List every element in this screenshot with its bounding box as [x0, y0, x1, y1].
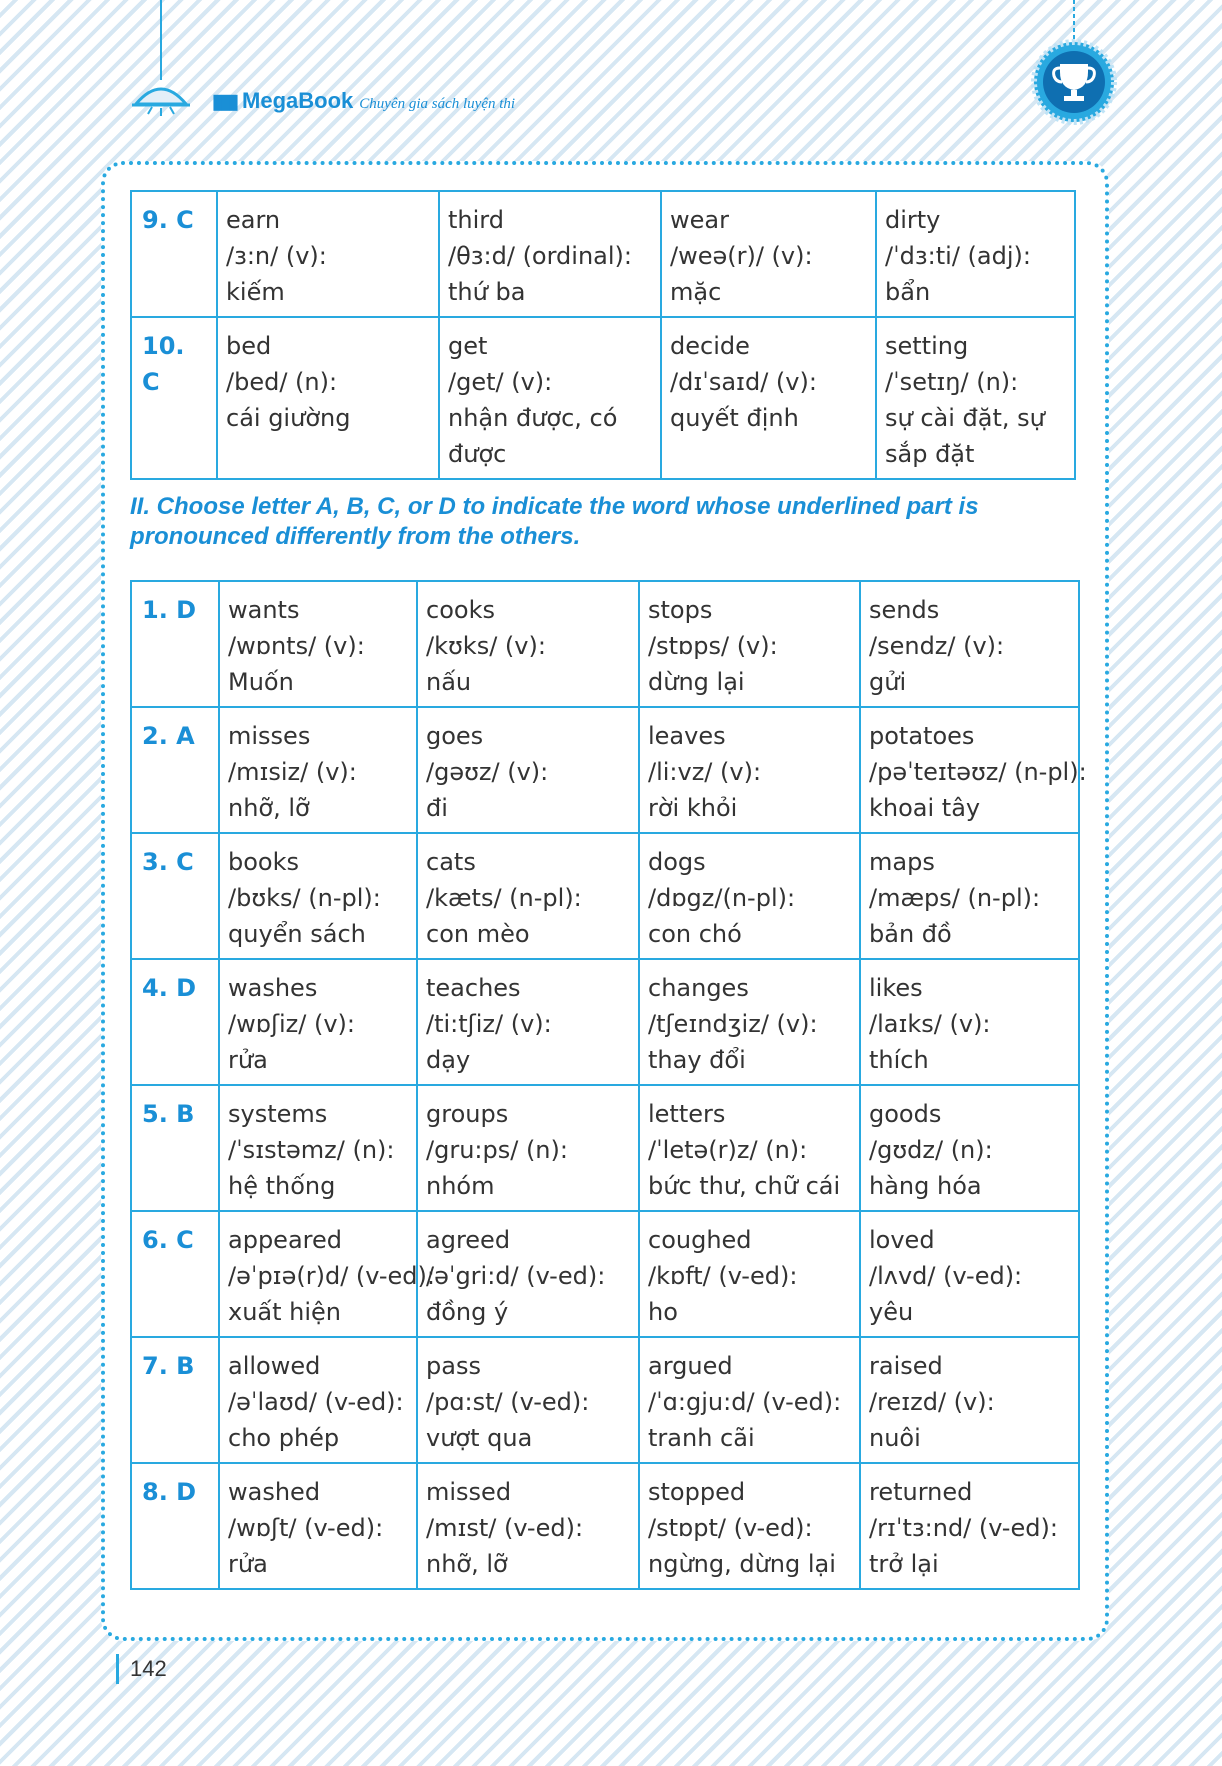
pronunciation: /kɒft/ (v-ed): — [648, 1262, 798, 1290]
meaning: rửa — [228, 1046, 268, 1074]
word-cell — [417, 833, 639, 959]
table-row — [131, 191, 1075, 317]
word-cell — [639, 833, 860, 959]
vocab-word: washes — [228, 974, 318, 1002]
word-cell — [219, 1337, 417, 1463]
word-cell — [860, 833, 1079, 959]
pronunciation: /gru:ps/ (n): — [426, 1136, 568, 1164]
meaning: bản đồ — [869, 920, 952, 948]
word-cell — [639, 707, 860, 833]
vocab-word: maps — [869, 848, 935, 876]
vocab-word: books — [228, 848, 300, 876]
word-cell — [639, 1211, 860, 1337]
meaning: bẩn — [885, 278, 931, 306]
answer-key: 6. C — [131, 1211, 219, 1337]
word-cell — [219, 1211, 435, 1337]
word-cell — [417, 1085, 639, 1211]
pronunciation: /wɒʃiz/ (v): — [228, 1010, 356, 1038]
vocab-word: potatoes — [869, 722, 975, 750]
pronunciation: /ˈletə(r)z/ (n): — [648, 1136, 808, 1164]
pronunciation: /wɒnts/ (v): — [228, 632, 365, 660]
pronunciation: /sendz/ (v): — [869, 632, 1005, 660]
word-cell — [417, 1337, 639, 1463]
pronunciation: /θɜ:d/ (ordinal): — [448, 242, 632, 270]
pronunciation: /tʃeɪndʒiz/ (v): — [648, 1010, 818, 1038]
pronunciation: /rɪˈtɜ:nd/ (v-ed): — [869, 1514, 1058, 1542]
meaning: mặc — [670, 278, 722, 306]
vocab-word: earn — [226, 206, 281, 234]
pronunciation: /lʌvd/ (v-ed): — [869, 1262, 1023, 1290]
word-cell — [219, 959, 417, 1085]
vocab-word: systems — [228, 1100, 328, 1128]
word-cell — [639, 959, 860, 1085]
meaning: nhỡ, lỡ — [228, 794, 310, 822]
pronunciation: /ˈdɜ:ti/ (adj): — [885, 242, 1031, 270]
word-cell — [219, 1085, 417, 1211]
answer-key: 7. B — [131, 1337, 219, 1463]
vocab-word: loved — [869, 1226, 935, 1254]
word-cell — [417, 707, 639, 833]
word-cell — [217, 191, 439, 317]
meaning: quyển sách — [228, 920, 366, 948]
table-row — [131, 317, 1075, 479]
vocab-word: dogs — [648, 848, 706, 876]
pronunciation: /gəʊz/ (v): — [426, 758, 549, 786]
meaning: ho — [648, 1298, 678, 1326]
meaning: nhóm — [426, 1172, 495, 1200]
lamp-cord — [160, 0, 162, 80]
answer-key: 4. D — [131, 959, 219, 1085]
word-cell — [417, 1463, 639, 1589]
pronunciation: /əˈpɪə(r)d/ (v-ed): — [228, 1262, 435, 1290]
pronunciation: /dɒgz/(n-pl): — [648, 884, 796, 912]
meaning: rời khỏi — [648, 794, 738, 822]
vocab-word: wear — [670, 206, 729, 234]
word-cell — [639, 1085, 860, 1211]
vocab-word: stopped — [648, 1478, 746, 1506]
answer-key: 1. D — [131, 581, 219, 707]
meaning: rửa — [228, 1550, 268, 1578]
meaning: kiếm — [226, 278, 285, 306]
table-row — [131, 959, 1079, 1085]
vocab-word: sends — [869, 596, 940, 624]
vocab-word: third — [448, 206, 504, 234]
pronunciation: /stɒps/ (v): — [648, 632, 778, 660]
meaning: nấu — [426, 668, 472, 696]
vocab-word: cats — [426, 848, 476, 876]
vocab-word: likes — [869, 974, 923, 1002]
pronunciation: /li:vz/ (v): — [648, 758, 762, 786]
meaning: hàng hóa — [869, 1172, 982, 1200]
table-row — [131, 1211, 1079, 1337]
vocab-word: cooks — [426, 596, 495, 624]
vocab-word: get — [448, 332, 488, 360]
word-cell — [219, 1463, 417, 1589]
word-cell — [417, 1211, 639, 1337]
vocab-word: goods — [869, 1100, 942, 1128]
pronunciation: /kæts/ (n-pl): — [426, 884, 582, 912]
word-cell — [860, 1463, 1079, 1589]
vocab-word: stops — [648, 596, 713, 624]
vocab-word: decide — [670, 332, 750, 360]
pronunciation: /mɪsiz/ (v): — [228, 758, 357, 786]
vocab-word: raised — [869, 1352, 943, 1380]
word-cell — [860, 1085, 1079, 1211]
table-row — [131, 1463, 1079, 1589]
vocab-word: returned — [869, 1478, 973, 1506]
vocab-word: argued — [648, 1352, 733, 1380]
word-cell — [219, 707, 417, 833]
table-row — [131, 707, 1079, 833]
pronunciation: /gʊdz/ (n): — [869, 1136, 993, 1164]
meaning: ngừng, dừng lại — [648, 1550, 836, 1578]
pronunciation: /ˈsetɪŋ/ (n): — [885, 368, 1019, 396]
answer-key: 2. A — [131, 707, 219, 833]
meaning: khoai tây — [869, 794, 981, 822]
vocab-word: teaches — [426, 974, 521, 1002]
vocab-word: misses — [228, 722, 311, 750]
brand-logo — [212, 88, 515, 114]
vocab-word: changes — [648, 974, 749, 1002]
meaning: nhận được, có được — [448, 404, 618, 468]
vocab-word: letters — [648, 1100, 726, 1128]
meaning: thích — [869, 1046, 929, 1074]
lamp-icon — [128, 78, 194, 118]
meaning: sự cài đặt, sự sắp đặt — [885, 404, 1045, 468]
word-cell — [417, 959, 639, 1085]
meaning: gửi — [869, 668, 907, 696]
word-cell — [219, 833, 417, 959]
meaning: dạy — [426, 1046, 471, 1074]
word-cell — [860, 1337, 1079, 1463]
meaning: thứ ba — [448, 278, 526, 306]
word-cell — [876, 317, 1075, 479]
pronunciation: /əˈgri:d/ (v-ed): — [426, 1262, 606, 1290]
pronunciation: /pɑ:st/ (v-ed): — [426, 1388, 590, 1416]
pronunciation: /wɒʃt/ (v-ed): — [228, 1514, 384, 1542]
pronunciation: /dɪˈsaɪd/ (v): — [670, 368, 817, 396]
pronunciation: /laɪks/ (v): — [869, 1010, 991, 1038]
word-cell — [860, 959, 1079, 1085]
table-row — [131, 581, 1079, 707]
pronunciation: /bed/ (n): — [226, 368, 338, 396]
meaning: nuôi — [869, 1424, 921, 1452]
meaning: cho phép — [228, 1424, 340, 1452]
brand-name: MegaBook — [242, 88, 354, 113]
meaning: con chó — [648, 920, 742, 948]
meaning: bức thư, chữ cái — [648, 1172, 841, 1200]
page-number: 142 — [130, 1656, 167, 1681]
meaning: cái giường — [226, 404, 351, 432]
vocab-word: pass — [426, 1352, 481, 1380]
answer-key: 8. D — [131, 1463, 219, 1589]
pronunciation: /reɪzd/ (v): — [869, 1388, 995, 1416]
word-cell — [876, 191, 1075, 317]
vocab-word: appeared — [228, 1226, 342, 1254]
meaning: đi — [426, 794, 448, 822]
meaning: xuất hiện — [228, 1298, 342, 1326]
word-cell — [639, 1463, 860, 1589]
pronunciation: /ˈɑ:gju:d/ (v-ed): — [648, 1388, 842, 1416]
meaning: dừng lại — [648, 668, 745, 696]
meaning: đồng ý — [426, 1298, 509, 1326]
pronunciation: /mɪst/ (v-ed): — [426, 1514, 584, 1542]
word-cell — [661, 191, 876, 317]
meaning: con mèo — [426, 920, 530, 948]
table-row — [131, 833, 1079, 959]
pronunciation: /weə(r)/ (v): — [670, 242, 813, 270]
pronunciation: /əˈlaʊd/ (v-ed): — [228, 1388, 404, 1416]
answer-table-part1 — [130, 190, 1076, 480]
pronunciation: /ɜ:n/ (v): — [226, 242, 327, 270]
meaning: hệ thống — [228, 1172, 336, 1200]
vocab-word: wants — [228, 596, 300, 624]
pronunciation: /stɒpt/ (v-ed): — [648, 1514, 813, 1542]
vocab-word: agreed — [426, 1226, 511, 1254]
answer-table-part2 — [130, 580, 1087, 1590]
meaning: vượt qua — [426, 1424, 533, 1452]
vocab-word: bed — [226, 332, 272, 360]
word-cell — [860, 1211, 1079, 1337]
answer-key: 3. C — [131, 833, 219, 959]
vocab-word: coughed — [648, 1226, 752, 1254]
meaning: thay đổi — [648, 1046, 746, 1074]
word-cell — [661, 317, 876, 479]
pronunciation: /kʊks/ (v): — [426, 632, 546, 660]
page-number-bar — [116, 1654, 119, 1684]
word-cell — [639, 581, 860, 707]
pronunciation: /bʊks/ (n-pl): — [228, 884, 381, 912]
pronunciation: /ˈsɪstəmz/ (n): — [228, 1136, 395, 1164]
pronunciation: /ti:tʃiz/ (v): — [426, 1010, 552, 1038]
meaning: nhỡ, lỡ — [426, 1550, 508, 1578]
word-cell — [219, 581, 417, 707]
vocab-word: goes — [426, 722, 484, 750]
trophy-icon — [1026, 0, 1146, 140]
word-cell — [417, 581, 639, 707]
pronunciation: /pəˈteɪtəʊz/ (n-pl): — [869, 758, 1087, 786]
vocab-word: leaves — [648, 722, 726, 750]
answer-key: 9. C — [131, 191, 217, 317]
vocab-word: allowed — [228, 1352, 321, 1380]
table-row — [131, 1085, 1079, 1211]
vocab-word: washed — [228, 1478, 321, 1506]
word-cell — [639, 1337, 860, 1463]
meaning: tranh cãi — [648, 1424, 755, 1452]
logo-bars-icon: ▮▮▮ — [212, 91, 237, 113]
word-cell — [860, 581, 1079, 707]
section-instruction: II. Choose letter A, B, C, or D to indicate the word whose underlined part is pronounced differently from the others. — [130, 493, 979, 550]
word-cell — [860, 707, 1087, 833]
vocab-word: dirty — [885, 206, 941, 234]
pronunciation: /get/ (v): — [448, 368, 553, 396]
brand-tagline: Chuyên gia sách luyện thi — [359, 96, 516, 112]
meaning: quyết định — [670, 404, 799, 432]
table-row — [131, 1337, 1079, 1463]
vocab-word: setting — [885, 332, 969, 360]
meaning: yêu — [869, 1298, 914, 1326]
word-cell — [217, 317, 439, 479]
word-cell — [439, 317, 661, 479]
meaning: trở lại — [869, 1550, 939, 1578]
answer-key: 5. B — [131, 1085, 219, 1211]
pronunciation: /mæps/ (n-pl): — [869, 884, 1041, 912]
answer-key: 10. C — [131, 317, 217, 479]
vocab-word: missed — [426, 1478, 512, 1506]
vocab-word: groups — [426, 1100, 509, 1128]
meaning: Muốn — [228, 668, 294, 696]
word-cell — [439, 191, 661, 317]
